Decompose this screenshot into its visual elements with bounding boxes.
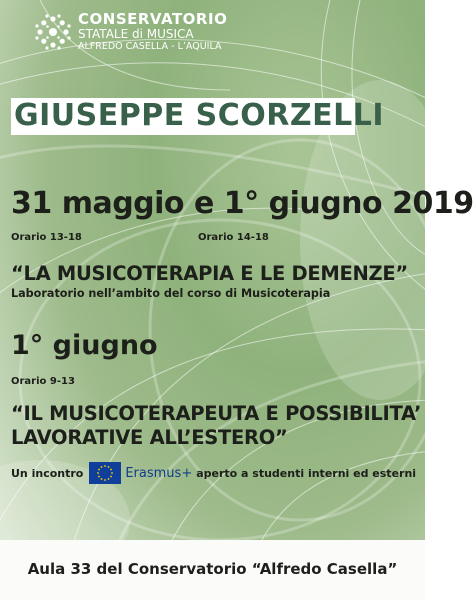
meeting-suffix: aperto a studenti interni ed esterni	[196, 466, 417, 480]
speaker-name: GIUSEPPE SCORZELLI	[14, 98, 385, 133]
event1-time-b: Orario 14-18	[198, 232, 269, 243]
meeting-prefix: Un incontro	[11, 466, 84, 480]
venue: Aula 33 del Conservatorio “Alfredo Casella”	[27, 560, 398, 578]
event2-title-line-1: “IL MUSICOTERAPEUTA E POSSIBILITA’	[11, 402, 422, 425]
brand-line-1: CONSERVATORIO	[78, 10, 228, 28]
conservatory-logo-icon	[33, 12, 73, 52]
event2-title	[11, 402, 421, 450]
event1-time-a: Orario 13-18	[11, 232, 82, 243]
event1-dates: 31 maggio e 1° giugno 2019	[11, 186, 474, 221]
eu-flag-icon	[89, 462, 121, 484]
erasmus-logo-text: Erasmus+	[125, 465, 193, 481]
event2-title-line-2: LAVORATIVE ALL’ESTERO”	[11, 426, 288, 449]
event2-date: 1° giugno	[11, 330, 158, 361]
event1-title: “LA MUSICOTERAPIA E LE DEMENZE”	[11, 262, 408, 285]
meeting-line	[11, 462, 416, 484]
event2-time: Orario 9-13	[11, 376, 75, 387]
brand-line-3: ALFREDO CASELLA - L’AQUILA	[78, 41, 222, 52]
brand-line-2: STATALE di MUSICA	[78, 27, 194, 41]
conservatory-name	[78, 11, 227, 53]
event1-subtitle: Laboratorio nell’ambito del corso di Musicoterapia	[11, 287, 331, 300]
